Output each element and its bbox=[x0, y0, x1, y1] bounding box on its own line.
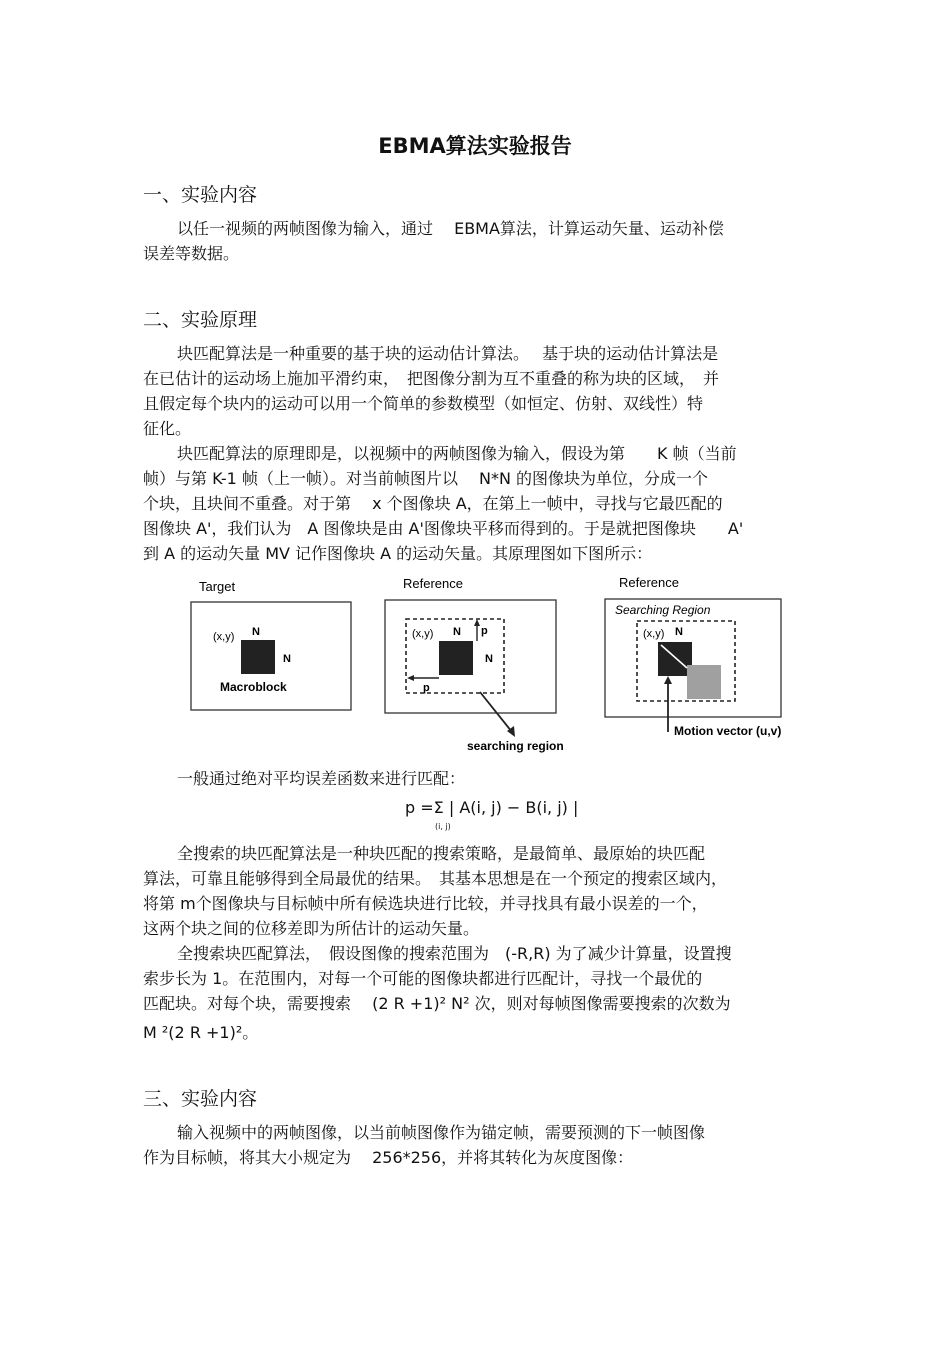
motion-pointer-arrowhead bbox=[664, 676, 672, 684]
p-arrowhead-up bbox=[474, 619, 480, 626]
macroblock bbox=[241, 640, 275, 674]
document-title: EBMA算法实验报告 bbox=[378, 134, 572, 158]
panel3-xy: (x,y) bbox=[643, 628, 665, 640]
text-line: 块匹配算法的原理即是，以视频中的两帧图像为输入，假设为第 K 帧（当前 bbox=[177, 444, 737, 463]
panel1-caption: Macroblock bbox=[220, 680, 287, 694]
text-line: 作为目标帧，将其大小规定为 256*256，并将其转化为灰度图像： bbox=[143, 1148, 634, 1167]
principle-paragraph-1 bbox=[143, 341, 813, 566]
reference-block bbox=[439, 641, 473, 675]
principle-paragraph-2 bbox=[143, 841, 813, 1045]
panel2-title: Reference bbox=[403, 576, 463, 591]
mad-formula bbox=[405, 798, 579, 831]
panel1-n-side: N bbox=[283, 653, 291, 665]
panel2-caption: searching region bbox=[467, 739, 564, 753]
panel2-p-left: p bbox=[423, 682, 430, 694]
text-line: 全搜索块匹配算法， 假设图像的搜索范围为 (-R,R) 为了减少计算量，设置搜 bbox=[177, 944, 732, 963]
text-line: 匹配块。对每个块，需要搜索 (2 R +1)² N² 次，则对每帧图像需要搜索的次数为 bbox=[143, 994, 731, 1013]
section-heading-3: 三、实验内容 bbox=[143, 1088, 258, 1110]
panel1-n-top: N bbox=[252, 626, 260, 638]
formula-subscript: (i, j) bbox=[435, 822, 451, 831]
text-line: 帧）与第 K-1 帧（上一帧）。对当前帧图片以 N*N 的图像块为单位，分成一个 bbox=[143, 469, 709, 488]
section-1-paragraph bbox=[143, 216, 813, 266]
panel2-n-top: N bbox=[453, 626, 461, 638]
text-line: 在已估计的运动场上施加平滑约束， 把图像分割为互不重叠的称为块的区域， 并 bbox=[143, 369, 720, 388]
panel3-title: Reference bbox=[619, 575, 679, 590]
panel3-region-label: Searching Region bbox=[615, 603, 711, 617]
text-line: M ²(2 R +1)²。 bbox=[143, 1023, 259, 1042]
text-line: 个块，且块间不重叠。对于第 x 个图像块 A，在第上一帧中，寻找与它最匹配的 bbox=[143, 494, 723, 513]
text-line: 且假定每个块内的运动可以用一个简单的参数模型（如恒定、仿射、双线性）特 bbox=[143, 394, 704, 413]
panel1-xy: (x,y) bbox=[213, 631, 235, 643]
section-heading-1: 一、实验内容 bbox=[143, 184, 258, 206]
panel3-caption: Motion vector (u,v) bbox=[674, 724, 782, 738]
matching-intro bbox=[143, 766, 813, 791]
p-arrowhead-left bbox=[407, 675, 414, 681]
text-line: 误差等数据。 bbox=[143, 244, 240, 263]
panel2-p-top: p bbox=[481, 625, 488, 637]
text-line: 到 A 的运动矢量 MV 记作图像块 A 的运动矢量。其原理图如下图所示： bbox=[143, 544, 653, 563]
text-line: 图像块 A'，我们认为 A 图像块是由 A'图像块平移而得到的。于是就把图像块 A' bbox=[143, 519, 744, 538]
panel1-title: Target bbox=[199, 579, 236, 594]
text-line: 这两个块之间的位移差即为所估计的运动矢量。 bbox=[143, 919, 480, 938]
formula-main: p =Σ | A(i, j) − B(i, j) | bbox=[405, 798, 579, 817]
panel2-n-side: N bbox=[485, 653, 493, 665]
section-heading-2: 二、实验原理 bbox=[143, 309, 258, 331]
panel2-xy: (x,y) bbox=[412, 628, 434, 640]
text-line: 全搜索的块匹配算法是一种块匹配的搜索策略，是最简单、最原始的块匹配 bbox=[177, 844, 706, 863]
searching-region-pointer bbox=[480, 692, 512, 732]
text-line: 算法，可靠且能够得到全局最优的结果。 其基本思想是在一个预定的搜索区域内， bbox=[143, 869, 728, 888]
text-line: 一般通过绝对平均误差函数来进行匹配： bbox=[177, 769, 466, 788]
text-line: 征化。 bbox=[143, 419, 192, 438]
text-line: 索步长为 1。在范围内，对每一个可能的图像块都进行匹配计，寻找一个最优的 bbox=[143, 969, 703, 988]
text-line: 输入视频中的两帧图像，以当前帧图像作为锚定帧，需要预测的下一帧图像 bbox=[177, 1123, 706, 1142]
block-matching-figure bbox=[185, 572, 805, 762]
section-3-paragraph bbox=[143, 1120, 813, 1170]
panel3-n-top: N bbox=[675, 626, 683, 638]
text-line: 将第 m个图像块与目标帧中所有候选块进行比较，并寻找具有最小误差的一个， bbox=[143, 894, 708, 913]
matched-block bbox=[687, 665, 721, 699]
text-line: 以任一视频的两帧图像为输入，通过 EBMA算法，计算运动矢量、运动补偿 bbox=[177, 219, 724, 238]
text-line: 块匹配算法是一种重要的基于块的运动估计算法。 基于块的运动估计算法是 bbox=[177, 344, 719, 363]
